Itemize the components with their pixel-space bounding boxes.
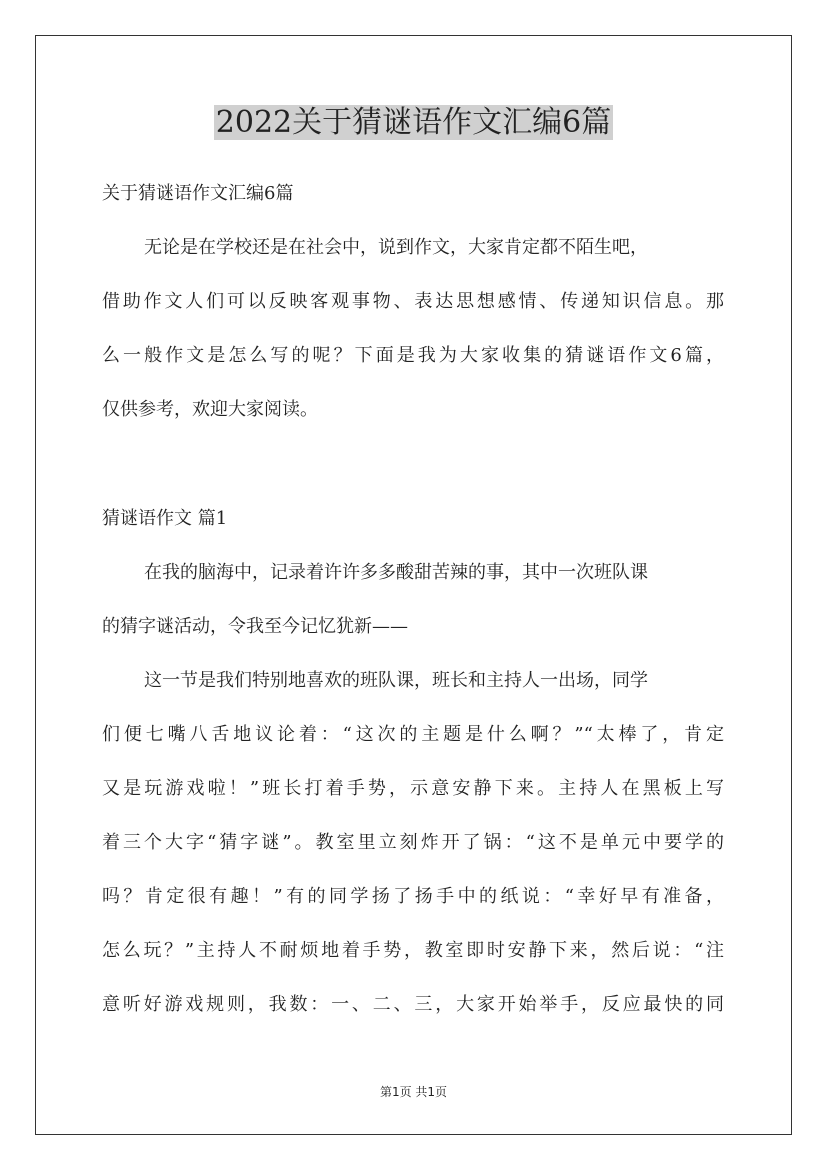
para2-line-7: 意听好游戏规则，我数：一、二、三，大家开始举手，反应最快的同	[102, 994, 724, 1015]
para2-line-2: 们便七嘴八舌地议论着：“这次的主题是什么啊？”“太棒了，肯定	[102, 724, 724, 745]
para2-line-5: 吗？肯定很有趣！”有的同学扬了扬手中的纸说：“幸好早有准备，	[102, 886, 724, 907]
intro-line-3: 么一般作文是怎么写的呢？下面是我为大家收集的猜谜语作文6篇，	[102, 345, 724, 366]
para2-line-1: 这一节是我们特别地喜欢的班队课，班长和主持人一出场，同学	[144, 670, 648, 691]
intro-line-1: 无论是在学校还是在社会中，说到作文，大家肯定都不陌生吧，	[144, 237, 648, 258]
intro-line-2: 借助作文人们可以反映客观事物、表达思想感情、传递知识信息。那	[102, 291, 724, 312]
para2-line-4: 着三个大字“猜字谜”。教室里立刻炸开了锅：“这不是单元中要学的	[102, 832, 724, 853]
section-heading: 猜谜语作文 篇1	[102, 508, 228, 529]
para1-line-2: 的猜字谜活动，令我至今记忆犹新——	[102, 616, 408, 637]
intro-line-4: 仅供参考，欢迎大家阅读。	[102, 399, 318, 420]
para1-line-1: 在我的脑海中，记录着许许多多酸甜苦辣的事，其中一次班队课	[144, 562, 648, 583]
page-footer: 第1页 共1页	[379, 1085, 448, 1099]
para2-line-6: 怎么玩？”主持人不耐烦地着手势，教室即时安静下来，然后说：“注	[102, 940, 724, 961]
document-title: 2022关于猜谜语作文汇编6篇	[215, 105, 612, 140]
para2-line-3: 又是玩游戏啦！”班长打着手势，示意安静下来。主持人在黑板上写	[102, 778, 724, 799]
document-subtitle: 关于猜谜语作文汇编6篇	[102, 183, 294, 204]
